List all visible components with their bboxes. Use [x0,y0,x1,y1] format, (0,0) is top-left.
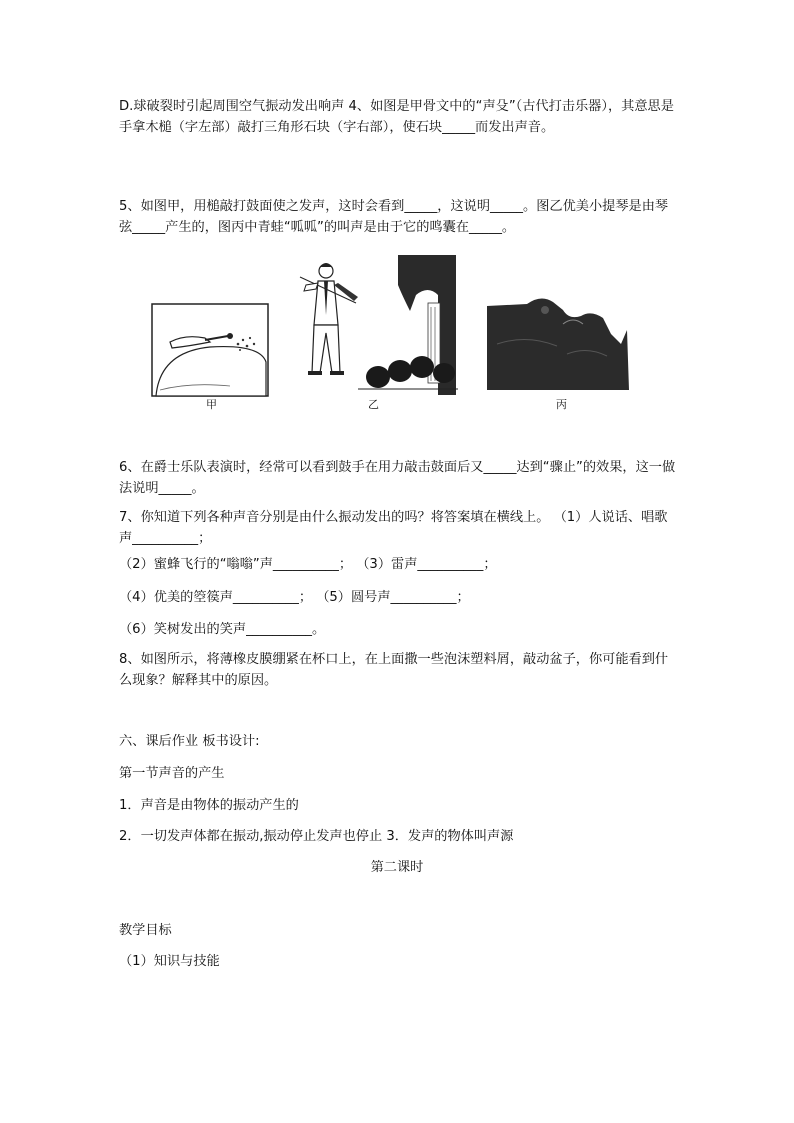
question-7-line-2: （2）蜜蜂飞行的“嗡嗡”声__________； （3）雷声__________； [119,557,497,572]
goal-1-knowledge-skills: （1）知识与技能 [119,954,220,969]
lesson-2-title: 第二课时 [370,860,424,875]
question-6: 6、在爵士乐队表演时，经常可以看到鼓手在用力敲击鼓面后又_____达到“骤止”的效果，这一做法说明_____。 [119,460,676,496]
question-7-line-4: （6）笑树发出的笑声__________。 [119,622,326,637]
board-point-1: 1．声音是由物体的振动产生的 [119,798,299,813]
question-5: 5、如图甲，用槌敲打鼓面使之发声，这时会看到_____，这说明_____。图乙优美小提琴是由琴弦_____产生的，图丙中青蛙“呱呱”的叫声是由于它的鸣囊在_____。 [119,199,669,235]
question-7-line-3: （4）优美的箜篌声__________； （5）圆号声__________； [119,590,470,605]
board-title: 第一节声音的产生 [119,766,225,781]
board-point-2-3: 2．一切发声体都在振动,振动停止发声也停止 3．发声的物体叫声源 [119,829,514,844]
figure-yi-violinist [298,255,462,395]
figure-jia-label: 甲 [206,398,217,411]
section-6-heading: 六、课后作业 板书设计: [119,734,260,749]
figure-bing-frog [487,294,635,390]
question-8: 8、如图所示，将薄橡皮膜绷紧在杯口上，在上面撒一些泡沫塑料屑，敲动盆子，你可能看到什么现象？解释其中的原因。 [119,652,669,688]
figure-jia-drum [150,302,270,398]
violinist-legs [312,325,340,373]
question-7-intro: 7、你知道下列各种声音分别是由什么振动发出的吗？将答案填在横线上。 （1）人说话、唱歌声__________； [119,510,668,546]
teaching-goals-title: 教学目标 [119,923,172,938]
figure-bing-label: 丙 [556,398,567,411]
figure-yi-label: 乙 [368,398,379,411]
question-3-tail-and-question-4: D.球破裂时引起周围空气振动发出响声 4、如图是甲骨文中的“声殳”（古代打击乐器），其意思是手拿木槌（字左部）敲打三角形石块（字右部），使石块_____而发出声音。 [119,99,674,135]
frog-silhouette [487,298,629,390]
